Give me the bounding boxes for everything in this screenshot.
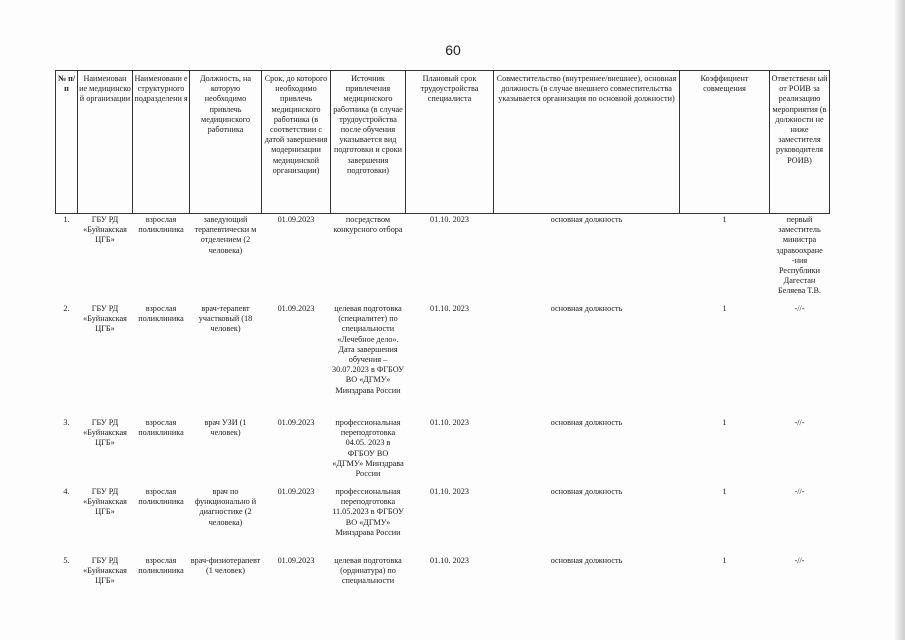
table-row — [56, 486, 830, 555]
cell-responsible: -//- — [794, 418, 805, 427]
cell-planned: 01.10. 2023 — [430, 418, 469, 427]
header-source: Источник привлечения медицинского работника (в случае трудоустройства после обучения указывается вид подготовки и сроки завершения подготовки) — [331, 71, 406, 214]
cell-position: врач-физиотерапевт (1 человек) — [190, 556, 261, 576]
cell-num: 1. — [63, 215, 70, 224]
cell-deadline: 01.09.2023 — [277, 487, 315, 496]
header-combination: Совместительство (внутреннее/внешнее), основная должность (в случае внешнего совместительства указывается организация по основной должности) — [494, 71, 680, 214]
cell-source: целевая подготовка (специалитет) по специальности «Лечебное дело». Дата завершения обучения – 30.07.2023 в ФГБОУ ВО «ДГМУ» Минздрава России — [332, 304, 404, 395]
cell-source: профессиональная переподготовка 04.05. 2023 в ФГБОУ ВО «ДГМУ» Минздрава России — [332, 418, 404, 479]
cell-deadline: 01.09.2023 — [277, 215, 315, 224]
cell-deadline: 01.09.2023 — [277, 418, 315, 427]
cell-source: посредством конкурсного отбора — [333, 215, 403, 235]
cell-num: 4. — [63, 487, 70, 496]
cell-position: врач-терапевт участковый (18 человек) — [198, 304, 253, 334]
cell-dept: взрослая поликлиника — [138, 215, 184, 235]
cell-coef: 1 — [722, 418, 727, 427]
header-org: Наименован ие медицинско й организации — [78, 71, 133, 214]
cell-position: врач по функционально й диагностике (2 человека) — [194, 487, 257, 527]
header-position: Должность, на которую необходимо привлечь медицинского работника — [190, 71, 262, 214]
cell-coef: 1 — [722, 556, 727, 565]
cell-deadline: 01.09.2023 — [277, 304, 315, 313]
cell-num: 5. — [63, 556, 70, 565]
cell-org: ГБУ РД «Буйнакская ЦГБ» — [83, 304, 127, 334]
cell-coef: 1 — [722, 487, 727, 496]
cell-source: профессиональная переподготовка 11.05.2023 в ФГБОУ ВО «ДГМУ» Минздрава России — [332, 487, 404, 537]
page-number: 60 — [445, 42, 461, 58]
cell-dept: взрослая поликлиника — [138, 418, 184, 438]
cell-deadline: 01.09.2023 — [277, 556, 315, 565]
table-row — [56, 417, 830, 486]
cell-planned: 01.10. 2023 — [430, 487, 469, 496]
cell-org: ГБУ РД «Буйнакская ЦГБ» — [83, 487, 127, 517]
cell-coef: 1 — [722, 304, 727, 313]
header-responsible: Ответственн ый от РОИВ за реализацию мероприятия (в должности не ниже заместителя руководителя РОИВ) — [770, 71, 830, 214]
header-coef: Коэффициент совмещения — [680, 71, 770, 214]
cell-combination: основная должность — [550, 556, 623, 565]
cell-planned: 01.10. 2023 — [430, 556, 469, 565]
cell-planned: 01.10. 2023 — [430, 215, 469, 224]
header-planned: Плановый срок трудоустройства специалиста — [406, 71, 494, 214]
cell-combination: основная должность — [550, 487, 623, 496]
cell-dept: взрослая поликлиника — [138, 487, 184, 507]
cell-coef: 1 — [722, 215, 727, 224]
cell-org: ГБУ РД «Буйнакская ЦГБ» — [83, 418, 127, 448]
cell-combination: основная должность — [550, 304, 623, 313]
staffing-table — [55, 70, 830, 602]
cell-num: 2. — [63, 304, 70, 313]
cell-combination: основная должность — [550, 215, 623, 224]
cell-responsible: -//- — [794, 304, 805, 313]
cell-org: ГБУ РД «Буйнакская ЦГБ» — [83, 556, 127, 586]
header-deadline: Срок, до которого необходимо привлечь медицинского работника (в соответствии с датой завершения модернизации медицинской организации) — [262, 71, 331, 214]
table-row — [56, 214, 830, 304]
table-row — [56, 303, 830, 417]
cell-combination: основная должность — [550, 418, 623, 427]
page-edge — [895, 0, 905, 640]
header-num: № п/ п — [56, 71, 78, 214]
cell-position: врач УЗИ (1 человек) — [204, 418, 247, 438]
header-dept: Наименовани е структурного подразделени я — [133, 71, 190, 214]
cell-org: ГБУ РД «Буйнакская ЦГБ» — [83, 215, 127, 245]
table-row — [56, 555, 830, 602]
cell-planned: 01.10. 2023 — [430, 304, 469, 313]
cell-position: заведующий терапевтически м отделением (2 человека) — [194, 215, 257, 255]
cell-responsible: -//- — [794, 487, 805, 496]
cell-dept: взрослая поликлиника — [138, 556, 184, 576]
cell-responsible: первый заместитель министра здравоохране -ния Республики Дагестан Беляева Т.В. — [776, 215, 823, 296]
cell-source: целевая подготовка (ординатура) по специальности — [334, 556, 402, 586]
cell-responsible: -//- — [794, 556, 805, 565]
cell-num: 3. — [63, 418, 70, 427]
table-header-row — [56, 71, 830, 214]
cell-dept: взрослая поликлиника — [138, 304, 184, 324]
